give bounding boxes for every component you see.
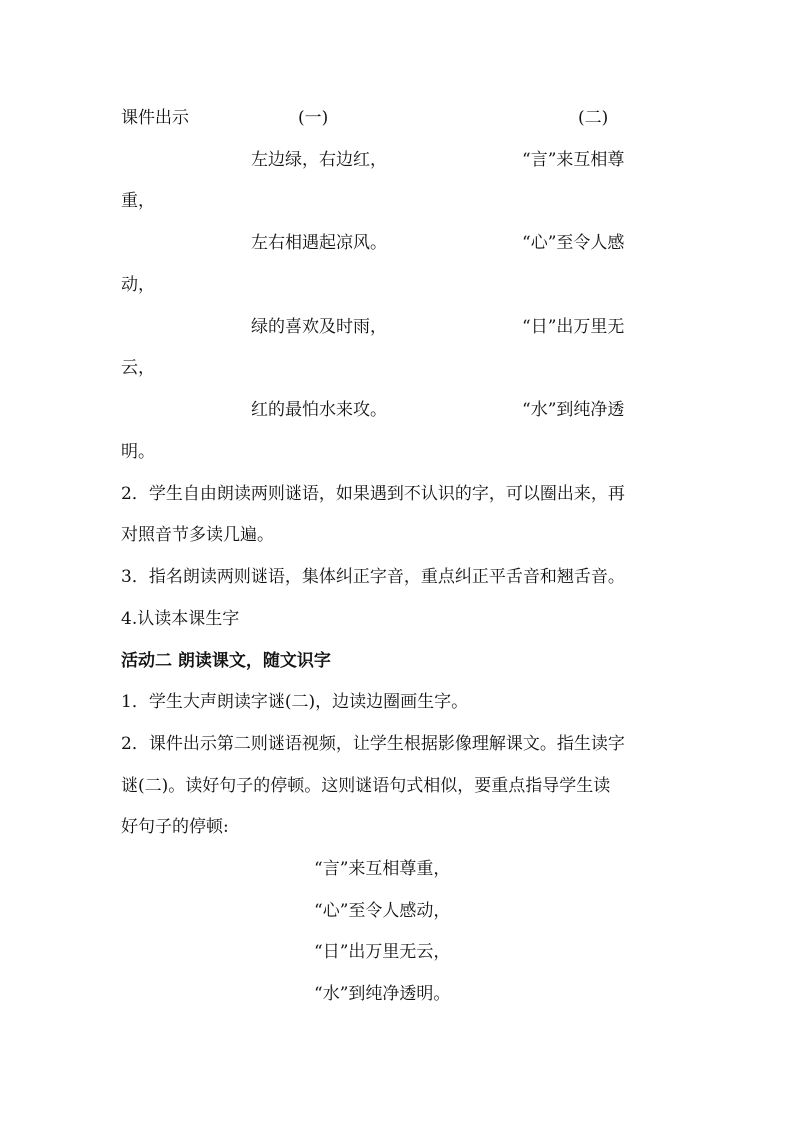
activity-paragraph: 谜(二)。读好句子的停顿。这则谜语句式相似，要重点指导学生读 <box>121 776 611 796</box>
activity-paragraph: 1．学生大声朗读字谜(二)，边读边圈画生字。 <box>121 692 469 712</box>
riddle-two-line: “言”来互相尊 <box>522 150 625 170</box>
riddle-one-marker: (一) <box>298 108 329 128</box>
step-paragraph: 4.认读本课生字 <box>121 609 240 629</box>
riddle-one-line: 左边绿，右边红， <box>251 150 387 170</box>
riddle-two-wrap: 云， <box>121 358 155 378</box>
quote-line: “言”来互相尊重， <box>314 859 451 879</box>
riddle-two-line: “水”到纯净透 <box>522 400 625 420</box>
riddle-two-line: “心”至令人感 <box>522 233 625 253</box>
activity-paragraph: 2．课件出示第二则谜语视频，让学生根据影像理解课文。指生读字 <box>121 734 625 754</box>
quote-line: “水”到纯净透明。 <box>314 984 451 1004</box>
riddle-one-line: 左右相遇起凉风。 <box>251 233 387 253</box>
step-paragraph: 3．指名朗读两则谜语，集体纠正字音，重点纠正平舌音和翘舌音。 <box>121 567 625 587</box>
riddle-two-wrap: 重， <box>121 191 155 211</box>
activity-paragraph: 好句子的停顿: <box>121 817 229 837</box>
riddle-two-marker: (二) <box>578 108 609 128</box>
quote-line: “心”至令人感动， <box>314 901 451 921</box>
courseware-label: 课件出示 <box>121 108 189 128</box>
riddle-two-wrap: 动， <box>121 275 155 295</box>
step-paragraph: 2．学生自由朗读两则谜语，如果遇到不认识的字，可以圈出来，再 <box>121 484 625 504</box>
step-paragraph: 对照音节多读几遍。 <box>121 525 274 545</box>
riddle-one-line: 绿的喜欢及时雨， <box>251 317 387 337</box>
riddle-one-line: 红的最怕水来攻。 <box>251 400 387 420</box>
riddle-two-line: “日”出万里无 <box>522 317 625 337</box>
section-heading: 活动二 朗读课文，随文识字 <box>121 651 331 671</box>
riddle-two-wrap: 明。 <box>121 442 155 462</box>
quote-line: “日”出万里无云， <box>314 942 451 962</box>
